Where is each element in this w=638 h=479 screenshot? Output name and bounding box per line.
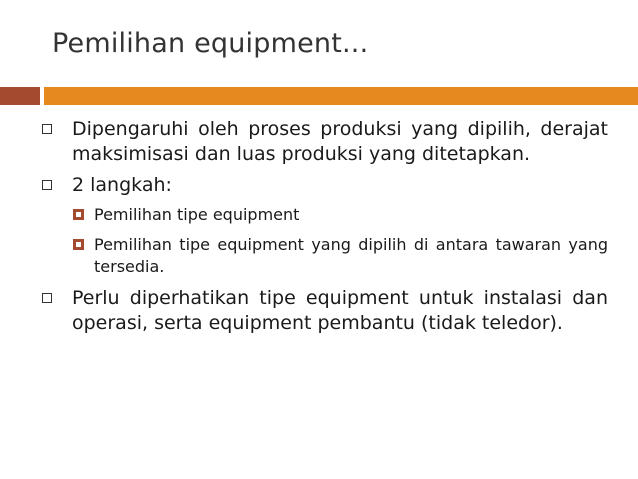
title-rule-accent-block [0, 87, 40, 105]
bullet-text: Dipengaruhi oleh proses produksi yang dipilih, derajat maksimisasi dan luas produksi yang ditetapkan. [72, 118, 608, 165]
square-bullet-icon [42, 293, 52, 303]
bullet-text: 2 langkah: [72, 174, 172, 196]
square-bullet-icon [42, 180, 52, 190]
slide-title: Pemilihan equipment... [52, 28, 369, 59]
sub-bullet-list [40, 204, 608, 278]
sub-bullet-item [72, 234, 608, 278]
sub-bullet-text: Pemilihan tipe equipment yang dipilih di antara tawaran yang tersedia. [94, 235, 608, 276]
slide-content [40, 117, 608, 342]
filled-square-bullet-icon [73, 239, 84, 250]
bullet-text: Perlu diperhatikan tipe equipment untuk instalasi dan operasi, serta equipment pembantu (tidak teledor). [72, 287, 608, 334]
sub-bullet-item [72, 204, 608, 226]
title-rule-bar [44, 87, 638, 105]
bullet-item [40, 173, 608, 198]
sub-bullet-text: Pemilihan tipe equipment [94, 205, 300, 224]
square-bullet-icon [42, 124, 52, 134]
bullet-item [40, 117, 608, 167]
bullet-item [40, 286, 608, 336]
filled-square-bullet-icon [73, 209, 84, 220]
